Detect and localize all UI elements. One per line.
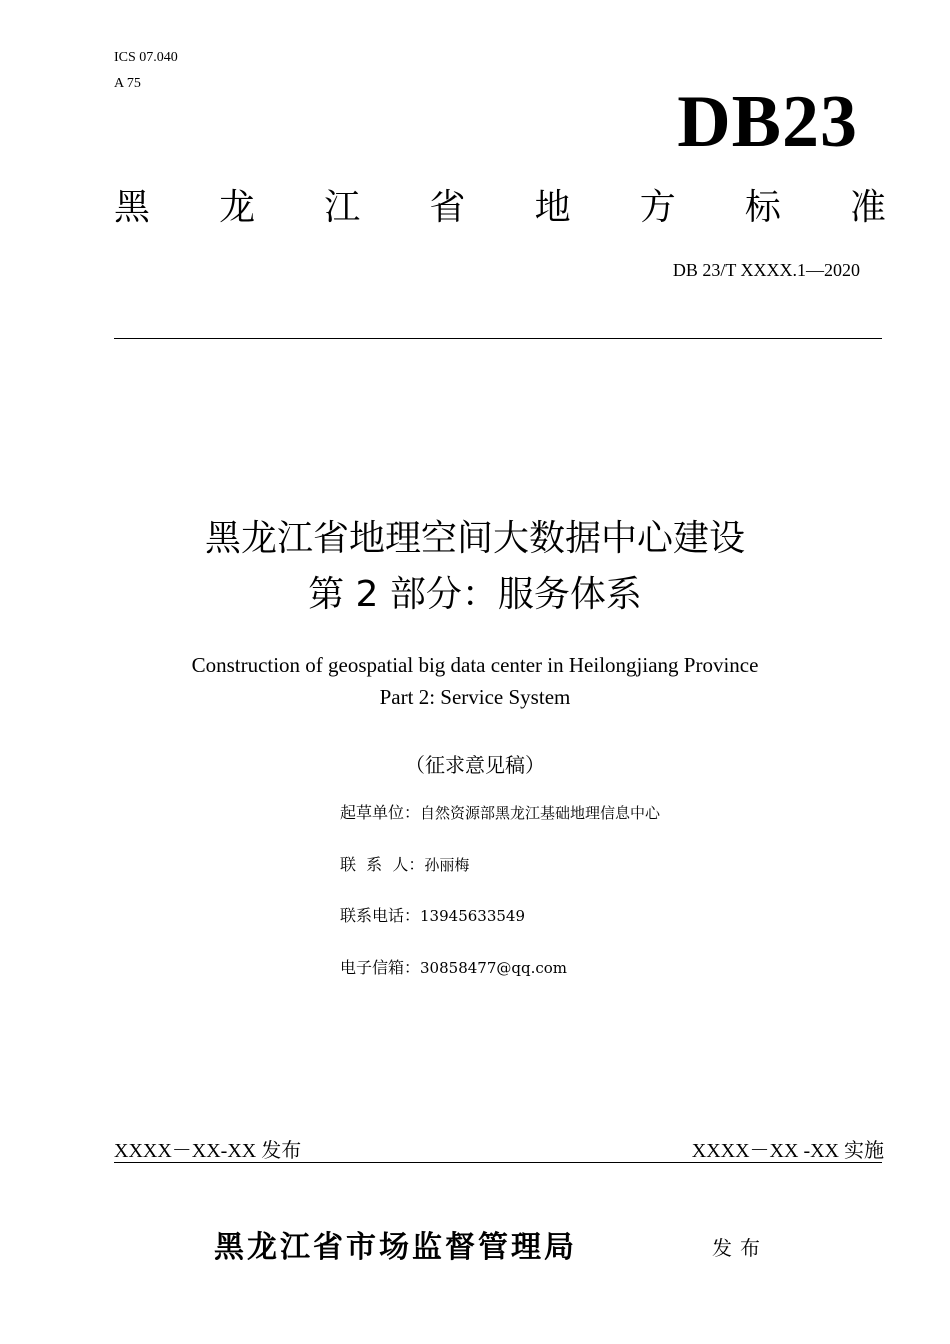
- contact-org-value: 自然资源部黑龙江基础地理信息中心: [420, 804, 661, 822]
- contact-email-label: 电子信箱：: [340, 958, 421, 977]
- db-code: DB23: [677, 81, 858, 163]
- title-cn-line2: 第 2 部分：服务体系: [308, 574, 642, 615]
- local-standard-char: 地: [534, 187, 571, 228]
- contact-person-value: 孙丽梅: [424, 856, 470, 874]
- local-standard-char: 龙: [219, 187, 256, 228]
- draft-note: （征求意见稿）: [405, 753, 545, 777]
- footer-divider: [114, 1162, 882, 1163]
- ccs-code: A 75: [114, 76, 141, 91]
- contact-person-label: 联 系 人：: [340, 855, 425, 874]
- contact-email-value: 30858477@qq.com: [420, 959, 567, 977]
- contact-org: [340, 802, 660, 824]
- title-en-line1: Construction of geospatial big data center in Heilongjiang Province: [191, 653, 759, 677]
- local-standard-heading: [114, 186, 886, 230]
- implement-date: XXXX－XX -XX 实施: [691, 1140, 884, 1162]
- local-standard-char: 省: [429, 187, 466, 228]
- local-standard-char: 标: [744, 187, 781, 228]
- header-divider: [114, 338, 882, 339]
- local-standard-char: 江: [324, 187, 361, 228]
- local-standard-char: 方: [639, 187, 676, 228]
- contact-email: [340, 957, 567, 979]
- ics-code: ICS 07.040: [114, 50, 178, 65]
- contact-phone-label: 联系电话：: [340, 906, 421, 925]
- contact-person: [340, 854, 469, 876]
- contact-phone: [340, 905, 525, 927]
- title-cn-line1: 黑龙江省地理空间大数据中心建设: [204, 518, 745, 559]
- contact-phone-value: 13945633549: [420, 907, 525, 925]
- title-en-line2: Part 2: Service System: [379, 685, 571, 709]
- issue-word: 发布: [712, 1236, 768, 1260]
- contact-org-label: 起草单位：: [340, 803, 421, 822]
- publish-date: XXXX－XX-XX 发布: [114, 1140, 302, 1162]
- local-standard-char: 准: [849, 187, 886, 228]
- issuer-name: 黑龙江省市场监督管理局: [214, 1230, 577, 1265]
- standard-number: DB 23/T XXXX.1—2020: [672, 260, 860, 280]
- local-standard-char: 黑: [114, 187, 151, 228]
